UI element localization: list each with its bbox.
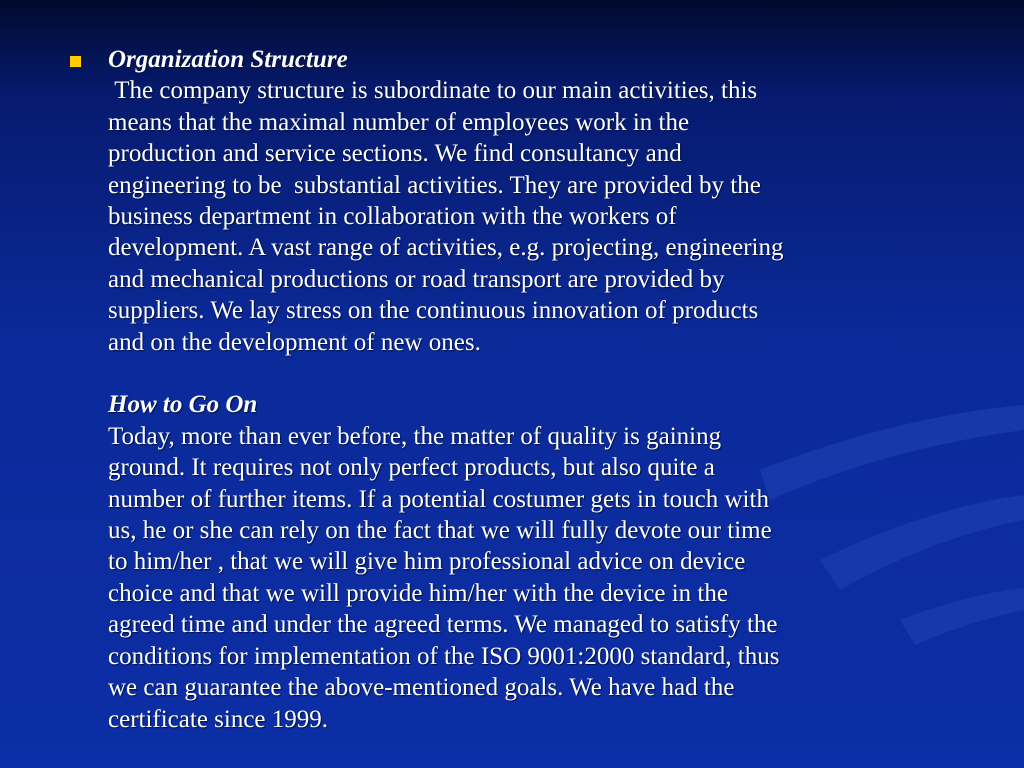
section-body-how-to-go-on: Today, more than ever before, the matter of quality is gaining ground. It requires not only perfect products, but also quite a number of further items. If a potential costumer gets in touch with us, he or she can rely on the fact that we will fully devote our time to him/her , that we will give him professional advice on device choice and that we will provide him/her with the device in the agreed time and under the agreed terms. We managed to satisfy the conditions for implementation of the ISO 9001:2000 standard, thus we can guarantee the above-mentioned goals. We have had the certificate since 1999.: [108, 422, 780, 733]
paragraph-spacer: [108, 358, 784, 389]
bullet-item: [70, 44, 980, 735]
square-bullet-icon: [70, 56, 81, 67]
section-heading-organization-structure: Organization Structure: [108, 46, 348, 73]
section-body-organization-structure: The company structure is subordinate to our main activities, this means that the maximal number of employees work in the production and service sections. We find consultancy and engineering to be substantial activities. They are provided by the business department in collaboration with the workers of development. A vast range of activities, e.g. projecting, engineering and mechanical productions or road transport are provided by suppliers. We lay stress on the continuous innovation of products and on the development of new ones.: [108, 77, 784, 356]
bullet-content: [108, 44, 784, 735]
section-heading-how-to-go-on: How to Go On: [108, 391, 258, 419]
